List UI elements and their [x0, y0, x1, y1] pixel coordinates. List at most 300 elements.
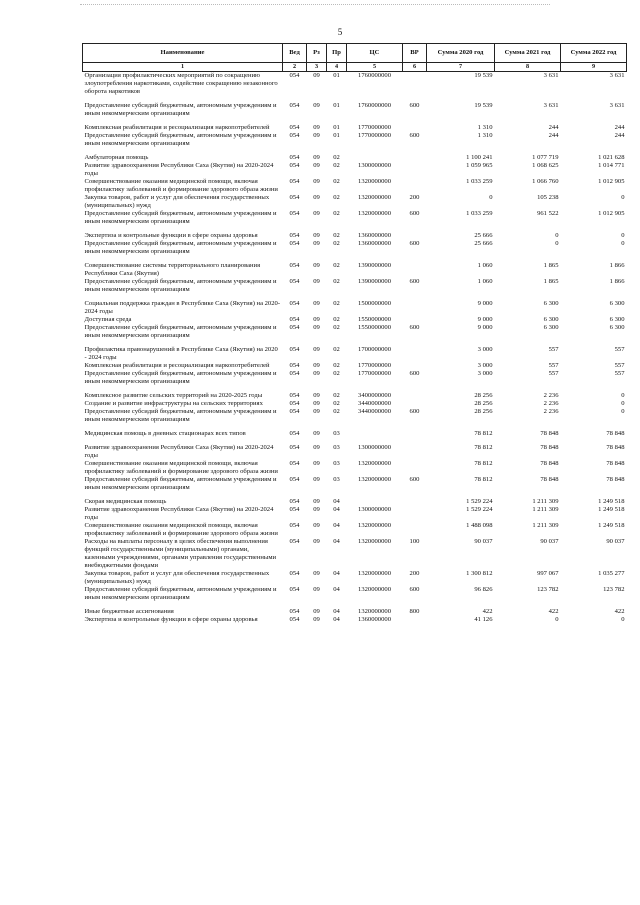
- row-ved: 054: [289, 399, 300, 407]
- row-sum-2021: 105 238: [537, 193, 559, 201]
- table-row: [83, 240, 627, 256]
- row-vr: [403, 316, 427, 324]
- row-sum-2022: 0: [621, 615, 625, 623]
- row-sum-2021: 2 236: [543, 391, 559, 399]
- row-cs: 1770000000: [358, 361, 391, 369]
- row-cs: 1320000000: [358, 607, 391, 615]
- table-row: [83, 616, 627, 624]
- row-rz: 09: [313, 585, 320, 593]
- row-cs: 3440000000: [358, 407, 391, 415]
- row-cs: 1550000000: [358, 323, 391, 331]
- row-name: Совершенствование оказания медицинской помощи, включая профилактику заболеваний и формирование здорового образа жизни: [84, 177, 278, 193]
- row-cs: 1320000000: [358, 459, 391, 467]
- row-vr: [403, 506, 427, 522]
- row-sum-2020: 25 666: [474, 231, 493, 239]
- row-name: Расходы на выплаты персоналу в целях обеспечения выполнения функций государственными (муниципальными) органами, казенными учреждениями, органами управления государственными внебюджетными фондами: [84, 537, 277, 569]
- row-name: Совершенствование оказания медицинской помощи, включая профилактику заболеваний и формирование здорового образа жизни: [84, 459, 278, 475]
- row-sum-2021: 3 631: [543, 71, 559, 79]
- row-rz: 09: [313, 153, 320, 161]
- row-rz: 09: [313, 209, 320, 217]
- col-number: 5: [347, 63, 403, 72]
- table-row: [83, 362, 627, 370]
- table-body: [83, 71, 627, 624]
- row-vr: [403, 300, 427, 316]
- row-name: Организация профилактических мероприятий по сокращению злоупотребления наркотиками, содействие сокращению незаконного оборота наркотиков: [84, 71, 278, 95]
- row-ved: 054: [289, 231, 300, 239]
- row-pr: 04: [333, 607, 340, 615]
- row-pr: 04: [333, 569, 340, 577]
- header-vr: ВР: [403, 44, 427, 63]
- row-sum-2020: 0: [489, 193, 493, 201]
- row-sum-2021: 78 848: [540, 475, 559, 483]
- header-rz: Рз: [307, 44, 327, 63]
- row-sum-2021: 0: [555, 615, 559, 623]
- row-sum-2021: 1 211 309: [532, 505, 559, 513]
- row-pr: 02: [333, 361, 340, 369]
- row-cs: [347, 430, 403, 438]
- row-rz: 09: [313, 101, 320, 109]
- table-row: [83, 162, 627, 178]
- row-vr: [403, 430, 427, 438]
- row-pr: 02: [333, 391, 340, 399]
- row-sum-2022: 123 782: [603, 585, 625, 593]
- row-sum-2022: 6 300: [609, 299, 625, 307]
- col-number: 2: [283, 63, 307, 72]
- row-ved: 054: [289, 71, 300, 79]
- row-rz: 09: [313, 161, 320, 169]
- row-name: Социальная поддержка граждан в Республике Саха (Якутия) на 2020-2024 годы: [84, 299, 281, 315]
- row-cs: 1300000000: [358, 505, 391, 513]
- row-sum-2020: 3 000: [477, 361, 493, 369]
- row-vr: [403, 162, 427, 178]
- row-name: Предоставление субсидий бюджетным, автономным учреждениям и иным некоммерческим организациям: [84, 369, 277, 385]
- row-sum-2020: 1 529 224: [466, 505, 493, 513]
- column-number-row: [83, 63, 627, 72]
- row-vr: 600: [409, 209, 420, 217]
- row-pr: 03: [333, 429, 340, 437]
- table-row: [83, 570, 627, 586]
- row-pr: 01: [333, 123, 340, 131]
- row-ved: 054: [289, 369, 300, 377]
- row-ved: 054: [289, 607, 300, 615]
- row-ved: 054: [289, 315, 300, 323]
- row-sum-2021: 2 236: [543, 399, 559, 407]
- row-ved: 054: [289, 323, 300, 331]
- table-row: [83, 262, 627, 278]
- row-cs: 1360000000: [358, 239, 391, 247]
- row-pr: 01: [333, 131, 340, 139]
- row-cs: 1320000000: [358, 177, 391, 185]
- row-sum-2020: 1 529 224: [466, 497, 493, 505]
- row-ved: 054: [289, 161, 300, 169]
- header-sum-2021: Сумма 2021 год: [495, 44, 561, 63]
- table-row: [83, 608, 627, 616]
- row-sum-2022: 78 848: [606, 443, 625, 451]
- row-ved: 054: [289, 429, 300, 437]
- table-row: [83, 300, 627, 316]
- row-ved: 054: [289, 299, 300, 307]
- row-rz: 09: [313, 521, 320, 529]
- row-cs: 1500000000: [358, 299, 391, 307]
- row-sum-2020: 9 000: [477, 315, 493, 323]
- row-name: Предоставление субсидий бюджетным, автономным учреждениям и иным некоммерческим организациям: [84, 407, 277, 423]
- row-name: Закупка товаров, работ и услуг для обеспечения государственных (муниципальных) нужд: [84, 193, 270, 209]
- row-pr: 04: [333, 585, 340, 593]
- row-pr: 04: [333, 537, 340, 545]
- row-name: Экспертиза и контрольные функции в сфере охраны здоровья: [84, 615, 258, 623]
- row-sum-2021: 6 300: [543, 323, 559, 331]
- row-sum-2021: 244: [548, 123, 559, 131]
- row-sum-2020: 78 812: [474, 459, 493, 467]
- row-cs: 1550000000: [358, 315, 391, 323]
- row-ved: 054: [289, 345, 300, 353]
- row-name: Комплексное развитие сельских территорий на 2020-2025 годы: [84, 391, 263, 399]
- row-pr: 02: [333, 177, 340, 185]
- row-sum-2020: 90 037: [474, 537, 493, 545]
- row-ved: 054: [289, 615, 300, 623]
- row-sum-2022: 1 021 628: [598, 153, 625, 161]
- row-vr: 600: [409, 475, 420, 483]
- row-name: Амбулаторная помощь: [84, 153, 149, 161]
- row-vr: [403, 460, 427, 476]
- col-number: 9: [561, 63, 627, 72]
- row-rz: 09: [313, 123, 320, 131]
- row-sum-2022: 1 249 518: [598, 505, 625, 513]
- row-sum-2020: 1 059 965: [466, 161, 493, 169]
- table-row: [83, 232, 627, 240]
- row-sum-2020: 422: [482, 607, 493, 615]
- row-sum-2021: 997 067: [537, 569, 559, 577]
- row-name: Предоставление субсидий бюджетным, автономным учреждениям и иным некоммерческим организациям: [84, 131, 277, 147]
- row-vr: [403, 124, 427, 132]
- header-pr: Пр: [327, 44, 347, 63]
- row-sum-2021: 0: [555, 231, 559, 239]
- row-cs: 1390000000: [358, 261, 391, 269]
- row-pr: 02: [333, 277, 340, 285]
- row-name: Развитие здравоохранения Республики Саха (Якутия) на 2020-2024 годы: [84, 505, 274, 521]
- row-sum-2022: 557: [614, 361, 625, 369]
- row-sum-2021: 961 522: [537, 209, 559, 217]
- row-vr: [403, 362, 427, 370]
- row-sum-2021: 557: [548, 361, 559, 369]
- row-sum-2020: 28 256: [474, 391, 493, 399]
- table-row: [83, 154, 627, 162]
- row-pr: 02: [333, 209, 340, 217]
- row-sum-2021: 1 077 719: [532, 153, 559, 161]
- row-sum-2021: 1 865: [543, 277, 559, 285]
- row-sum-2022: 1 249 518: [598, 497, 625, 505]
- row-vr: 600: [409, 239, 420, 247]
- row-sum-2020: 9 000: [477, 323, 493, 331]
- row-sum-2022: 0: [621, 193, 625, 201]
- table-row: [83, 178, 627, 194]
- row-sum-2021: 1 211 309: [532, 521, 559, 529]
- row-sum-2022: 244: [614, 123, 625, 131]
- row-sum-2020: 3 000: [477, 345, 493, 353]
- row-pr: 03: [333, 475, 340, 483]
- row-ved: 054: [289, 521, 300, 529]
- row-rz: 09: [313, 361, 320, 369]
- row-sum-2022: 1 012 905: [598, 209, 625, 217]
- row-sum-2022: 78 848: [606, 459, 625, 467]
- row-cs: 1760000000: [358, 101, 391, 109]
- row-rz: 09: [313, 315, 320, 323]
- row-sum-2022: 0: [621, 391, 625, 399]
- row-vr: 600: [409, 323, 420, 331]
- row-sum-2022: 3 631: [609, 101, 625, 109]
- row-vr: [403, 498, 427, 506]
- row-cs: 1320000000: [358, 585, 391, 593]
- row-rz: 09: [313, 177, 320, 185]
- row-ved: 054: [289, 123, 300, 131]
- col-number: 8: [495, 63, 561, 72]
- row-sum-2020: 9 000: [477, 299, 493, 307]
- row-cs: 3400000000: [358, 391, 391, 399]
- row-ved: 054: [289, 361, 300, 369]
- row-cs: 1320000000: [358, 209, 391, 217]
- row-pr: 02: [333, 193, 340, 201]
- row-pr: 02: [333, 399, 340, 407]
- row-vr: 600: [409, 101, 420, 109]
- table-row: [83, 408, 627, 424]
- row-ved: 054: [289, 153, 300, 161]
- row-sum-2021: 1 865: [543, 261, 559, 269]
- row-pr: 02: [333, 323, 340, 331]
- row-name: Закупка товаров, работ и услуг для обеспечения государственных (муниципальных) нужд: [84, 569, 270, 585]
- row-sum-2020: 41 126: [474, 615, 493, 623]
- row-name: Предоставление субсидий бюджетным, автономным учреждениям и иным некоммерческим организациям: [84, 323, 277, 339]
- row-name: Создание и развитие инфраструктуры на сельских территориях: [84, 399, 263, 407]
- row-sum-2021: 1 066 760: [532, 177, 559, 185]
- table-row: [83, 210, 627, 226]
- row-name: Иные бюджетные ассигнования: [84, 607, 174, 615]
- row-cs: 1700000000: [358, 345, 391, 353]
- row-name: Скорая медицинская помощь: [84, 497, 167, 505]
- row-ved: 054: [289, 101, 300, 109]
- row-sum-2021: 557: [548, 345, 559, 353]
- row-vr: 800: [409, 607, 420, 615]
- row-sum-2022: 78 848: [606, 429, 625, 437]
- row-cs: 1320000000: [358, 521, 391, 529]
- table-row: [83, 71, 627, 96]
- row-rz: 09: [313, 399, 320, 407]
- row-pr: 04: [333, 615, 340, 623]
- row-sum-2021: 123 782: [537, 585, 559, 593]
- row-sum-2020: 1 060: [477, 277, 493, 285]
- row-vr: [403, 154, 427, 162]
- row-pr: 03: [333, 459, 340, 467]
- row-sum-2020: 1 060: [477, 261, 493, 269]
- table-row: [83, 316, 627, 324]
- row-pr: 01: [333, 71, 340, 79]
- row-name: Медицинская помощь в дневных стационарах всех типов: [84, 429, 246, 437]
- row-rz: 09: [313, 569, 320, 577]
- row-sum-2021: 1 211 309: [532, 497, 559, 505]
- row-rz: 09: [313, 261, 320, 269]
- row-pr: 02: [333, 153, 340, 161]
- table-row: [83, 400, 627, 408]
- row-rz: 09: [313, 299, 320, 307]
- row-sum-2020: 78 812: [474, 443, 493, 451]
- row-cs: 1320000000: [358, 569, 391, 577]
- table-row: [83, 522, 627, 538]
- row-vr: 600: [409, 585, 420, 593]
- row-sum-2021: 0: [555, 239, 559, 247]
- row-name: Профилактика правонарушений в Республике Саха (Якутия) на 2020 - 2024 годы: [84, 345, 278, 361]
- col-number: 1: [83, 63, 283, 72]
- row-rz: 09: [313, 369, 320, 377]
- row-cs: 1360000000: [358, 615, 391, 623]
- table-row: [83, 278, 627, 294]
- row-vr: 600: [409, 369, 420, 377]
- row-ved: 054: [289, 537, 300, 545]
- table-header-row: [83, 44, 627, 63]
- table-row: [83, 586, 627, 602]
- row-vr: [403, 400, 427, 408]
- row-ved: 054: [289, 277, 300, 285]
- row-cs: 1320000000: [358, 537, 391, 545]
- row-name: Комплексная реабилитация и ресоциализация наркопотребителей: [84, 123, 270, 131]
- row-vr: 600: [409, 407, 420, 415]
- row-pr: 02: [333, 161, 340, 169]
- row-sum-2022: 1 035 277: [598, 569, 625, 577]
- row-sum-2020: 19 539: [474, 71, 493, 79]
- row-cs: 1320000000: [358, 475, 391, 483]
- row-sum-2021: 78 848: [540, 443, 559, 451]
- row-sum-2020: 1 100 241: [466, 153, 493, 161]
- row-pr: 03: [333, 443, 340, 451]
- row-sum-2022: 0: [621, 231, 625, 239]
- table-row: [83, 324, 627, 340]
- table-row: [83, 124, 627, 132]
- row-rz: 09: [313, 131, 320, 139]
- table-row: [83, 132, 627, 148]
- row-vr: [403, 392, 427, 400]
- row-name: Развитие здравоохранения Республики Саха (Якутия) на 2020-2024 годы: [84, 161, 274, 177]
- row-sum-2020: 96 826: [474, 585, 493, 593]
- row-sum-2020: 1 033 259: [466, 209, 493, 217]
- row-vr: 200: [409, 193, 420, 201]
- row-vr: 600: [409, 131, 420, 139]
- row-rz: 09: [313, 497, 320, 505]
- row-vr: [403, 71, 427, 96]
- row-sum-2020: 28 256: [474, 407, 493, 415]
- row-sum-2020: 1 033 259: [466, 177, 493, 185]
- row-rz: 09: [313, 475, 320, 483]
- row-sum-2022: 6 300: [609, 315, 625, 323]
- page-number: 5: [337, 27, 343, 37]
- row-ved: 054: [289, 209, 300, 217]
- row-vr: [403, 178, 427, 194]
- row-sum-2020: 1 310: [477, 123, 493, 131]
- row-sum-2020: 25 666: [474, 239, 493, 247]
- header-sum-2022: Сумма 2022 год: [561, 44, 627, 63]
- row-sum-2020: 28 256: [474, 399, 493, 407]
- row-rz: 09: [313, 71, 320, 79]
- row-sum-2022: 6 300: [609, 323, 625, 331]
- row-rz: 09: [313, 443, 320, 451]
- row-sum-2022: 3 631: [609, 71, 625, 79]
- row-cs: 1770000000: [358, 123, 391, 131]
- row-name: Совершенствование системы территориального планирования Республики Саха (Якутия): [84, 261, 261, 277]
- row-vr: [403, 444, 427, 460]
- row-ved: 054: [289, 497, 300, 505]
- row-sum-2020: 19 539: [474, 101, 493, 109]
- row-ved: 054: [289, 459, 300, 467]
- row-vr: [403, 616, 427, 624]
- row-pr: 02: [333, 369, 340, 377]
- header-ved: Вед: [283, 44, 307, 63]
- table-row: [83, 506, 627, 522]
- row-name: Совершенствование оказания медицинской помощи, включая профилактику заболеваний и формирование здорового образа жизни: [84, 521, 278, 537]
- row-ved: 054: [289, 407, 300, 415]
- row-ved: 054: [289, 443, 300, 451]
- row-ved: 054: [289, 505, 300, 513]
- row-vr: 600: [409, 277, 420, 285]
- row-rz: 09: [313, 239, 320, 247]
- row-ved: 054: [289, 177, 300, 185]
- row-rz: 09: [313, 277, 320, 285]
- row-vr: 100: [409, 537, 420, 545]
- row-sum-2021: 2 236: [543, 407, 559, 415]
- row-cs: [347, 498, 403, 506]
- row-pr: 04: [333, 521, 340, 529]
- row-sum-2021: 1 068 625: [532, 161, 559, 169]
- row-name: Предоставление субсидий бюджетным, автономным учреждениям и иным некоммерческим организациям: [84, 277, 277, 293]
- row-pr: 02: [333, 315, 340, 323]
- col-number: 4: [327, 63, 347, 72]
- row-sum-2020: 78 812: [474, 475, 493, 483]
- col-number: 3: [307, 63, 327, 72]
- row-name: Экспертиза и контрольные функции в сфере охраны здоровья: [84, 231, 258, 239]
- row-name: Предоставление субсидий бюджетным, автономным учреждениям и иным некоммерческим организациям: [84, 475, 277, 491]
- row-name: Предоставление субсидий бюджетным, автономным учреждениям и иным некоммерческим организациям: [84, 239, 277, 255]
- table-row: [83, 346, 627, 362]
- header-cs: ЦС: [347, 44, 403, 63]
- row-sum-2021: 6 300: [543, 315, 559, 323]
- row-cs: 1770000000: [358, 131, 391, 139]
- table-row: [83, 444, 627, 460]
- row-cs: [347, 154, 403, 162]
- table-row: [83, 476, 627, 492]
- row-sum-2021: 422: [548, 607, 559, 615]
- row-sum-2022: 0: [621, 407, 625, 415]
- row-sum-2022: 78 848: [606, 475, 625, 483]
- row-pr: 04: [333, 497, 340, 505]
- table-row: [83, 498, 627, 506]
- row-cs: 3440000000: [358, 399, 391, 407]
- row-cs: 1760000000: [358, 71, 391, 79]
- row-sum-2022: 557: [614, 369, 625, 377]
- scan-artifact: [80, 4, 550, 7]
- row-sum-2022: 1 014 771: [598, 161, 625, 169]
- row-sum-2022: 0: [621, 399, 625, 407]
- row-rz: 09: [313, 407, 320, 415]
- row-sum-2021: 6 300: [543, 299, 559, 307]
- row-ved: 054: [289, 569, 300, 577]
- row-sum-2022: 1 012 905: [598, 177, 625, 185]
- row-name: Предоставление субсидий бюджетным, автономным учреждениям и иным некоммерческим организациям: [84, 101, 277, 117]
- row-sum-2022: 244: [614, 131, 625, 139]
- row-sum-2021: 244: [548, 131, 559, 139]
- row-sum-2021: 78 848: [540, 459, 559, 467]
- row-pr: 02: [333, 239, 340, 247]
- row-sum-2020: 1 488 098: [466, 521, 493, 529]
- row-rz: 09: [313, 459, 320, 467]
- row-rz: 09: [313, 231, 320, 239]
- row-pr: 02: [333, 345, 340, 353]
- row-cs: 1300000000: [358, 161, 391, 169]
